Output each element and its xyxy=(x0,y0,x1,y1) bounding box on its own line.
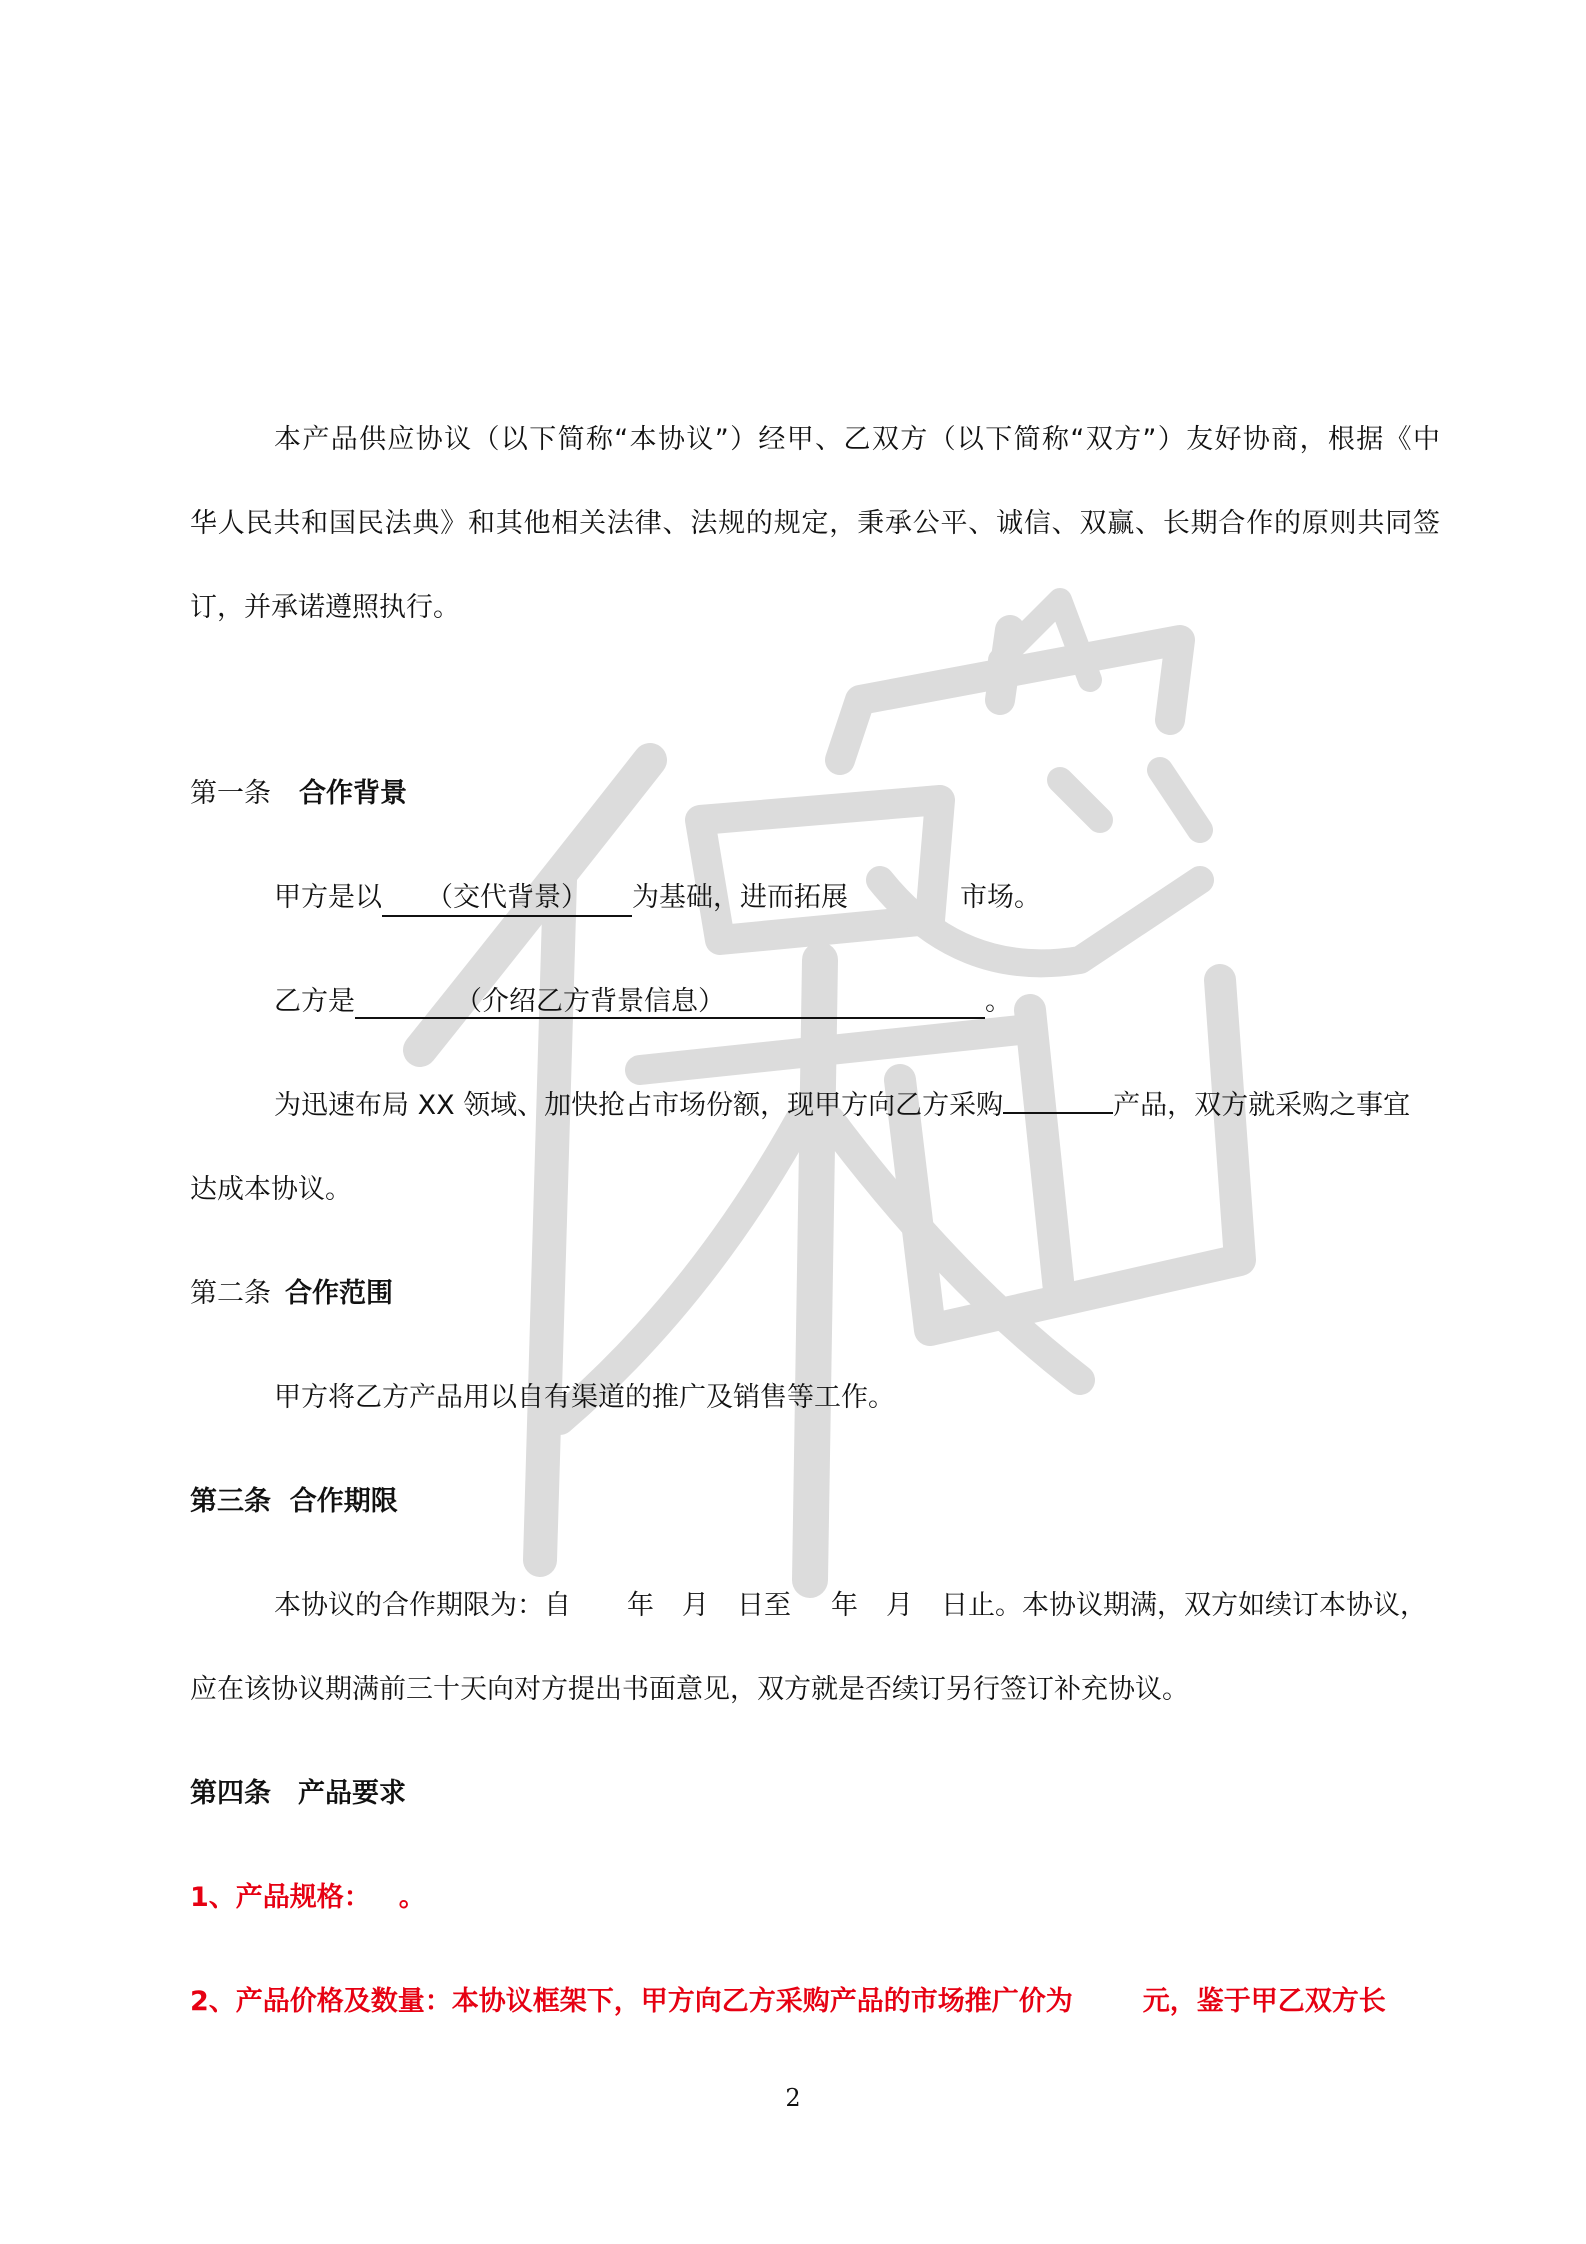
price-suffix: 元，鉴于甲乙双方长 xyxy=(1142,1986,1386,2017)
term-prefix: 本协议的合作期限为：自 xyxy=(274,1590,571,1621)
spec-label: 1、产品规格： xyxy=(190,1882,371,1913)
term-year-1: 年 xyxy=(627,1590,654,1621)
spec-end: 。 xyxy=(398,1882,426,1913)
jia-prefix: 甲方是以 xyxy=(274,882,382,913)
article-2-heading xyxy=(190,1252,1440,1336)
article-1-title: 合作背景 xyxy=(299,778,407,809)
article-1-yi-line xyxy=(190,960,1440,1044)
term-month-2: 月 xyxy=(886,1590,913,1621)
intro-line-3: 订，并承诺遵照执行。 xyxy=(190,592,460,623)
term-month-1: 月 xyxy=(682,1590,709,1621)
article-2-text: 甲方将乙方产品用以自有渠道的推广及销售等工作。 xyxy=(274,1382,895,1413)
page-number: 2 xyxy=(785,2084,801,2112)
article-3-term-line-2: 应在该协议期满前三十天向对方提出书面意见，双方就是否续订另行签订补充协议。 xyxy=(190,1674,1189,1705)
product-blank xyxy=(1003,1078,1113,1114)
article-2-number: 第二条 xyxy=(190,1278,271,1309)
jia-suffix: 市场。 xyxy=(960,882,1041,913)
article-1-heading xyxy=(190,752,1440,836)
article-4-heading: 第四条 产品要求 xyxy=(190,1778,406,1809)
jia-mid: 为基础，进而拓展 xyxy=(632,882,848,913)
price-prefix: 2、产品价格及数量：本协议框架下，甲方向乙方采购产品的市场推广价为 xyxy=(190,1986,1073,2017)
article-2-title: 合作范围 xyxy=(285,1278,393,1309)
yi-background-blank: （介绍乙方背景信息） xyxy=(355,985,985,1019)
term-suffix: 日止。本协议期满，双方如续订本协议， xyxy=(941,1590,1427,1621)
article-4-item-2 xyxy=(190,1960,1440,2044)
intro-line-2: 华人民共和国民法典》和其他相关法律、法规的规定，秉承公平、诚信、双赢、长期合作的原则共同签 xyxy=(190,508,1440,539)
article-1-purpose-line xyxy=(190,1064,1440,1148)
article-1-jia-line xyxy=(190,856,1440,940)
article-3-heading: 第三条 合作期限 xyxy=(190,1486,398,1517)
article-1-purpose-line-2: 达成本协议。 xyxy=(190,1174,352,1205)
intro-line-1: 本产品供应协议（以下简称“本协议”）经甲、乙双方（以下简称“双方”）友好协商，根据《中 xyxy=(274,424,1440,455)
article-1-number: 第一条 xyxy=(190,778,271,809)
jia-background-blank: （交代背景） xyxy=(382,881,632,917)
yi-prefix: 乙方是 xyxy=(274,986,355,1017)
document-body xyxy=(190,0,1440,2244)
term-day-1: 日至 xyxy=(737,1590,791,1621)
article-3-term-line xyxy=(190,1564,1440,1648)
term-year-2: 年 xyxy=(831,1590,858,1621)
article-4-item-1 xyxy=(190,1856,1440,1940)
yi-suffix: 。 xyxy=(985,986,1012,1017)
purpose-suffix: 产品，双方就采购之事宜 xyxy=(1113,1090,1411,1121)
purpose-prefix: 为迅速布局 XX 领域、加快抢占市场份额，现甲方向乙方采购 xyxy=(274,1090,1004,1121)
